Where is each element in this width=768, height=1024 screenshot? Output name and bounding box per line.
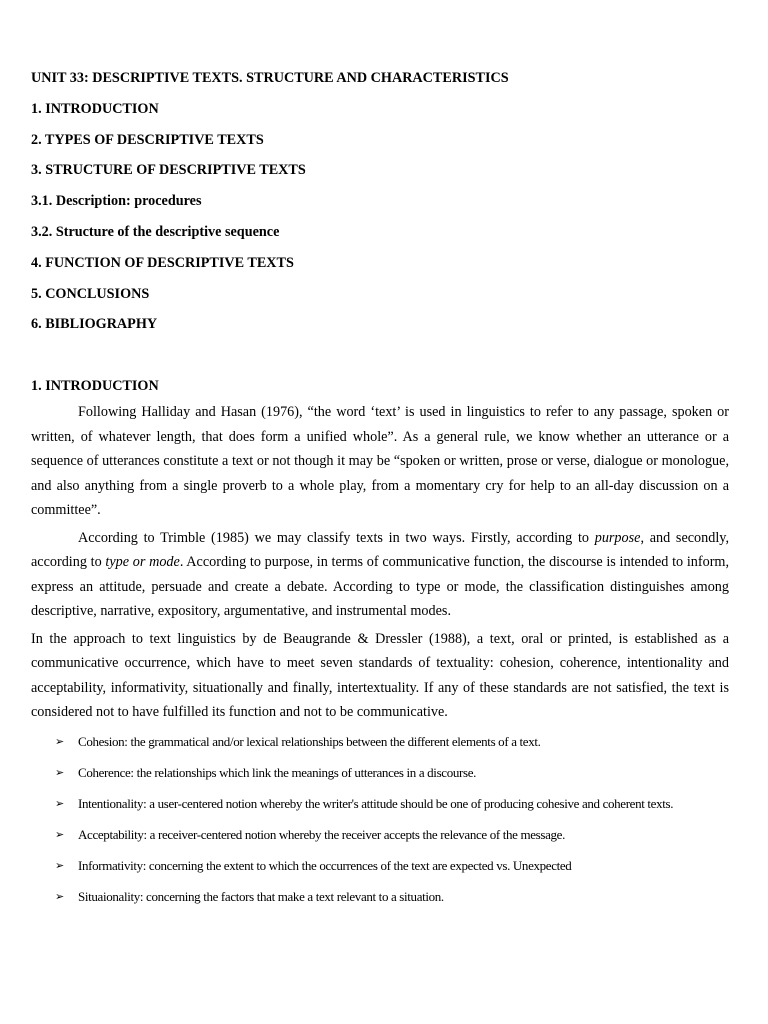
paragraph-trimble-text-1: According to Trimble (1985) we may classify texts in two ways. Firstly, according to: [78, 529, 595, 546]
toc-item-conclusions: 5. CONCLUSIONS: [31, 285, 150, 302]
paragraph-trimble-text-2: , and secondly, according to: [31, 529, 729, 571]
list-item: ➢ Coherence: the relationships which link the meanings of utterances in a discourse.: [31, 761, 729, 785]
toc-item-types: 2. TYPES OF DESCRIPTIVE TEXTS: [31, 131, 264, 148]
paragraph-trimble-text-3: . According to purpose, in terms of communicative function, the discourse is intended to inform, express an attitude, persuade and create a debate. According to type or mode, the classification distinguishes among descriptive, narrative, expository, argumentative, and instrumental modes.: [31, 554, 730, 620]
arrow-bullet-icon: ➢: [55, 734, 65, 748]
toc-item-structure: 3. STRUCTURE OF DESCRIPTIVE TEXTS: [31, 162, 306, 179]
toc-item-procedures: 3.1. Description: procedures: [31, 193, 202, 210]
arrow-bullet-icon: ➢: [55, 827, 65, 841]
list-item: ➢ Intentionality: a user-centered notion whereby the writer's attitude should be one of producing cohesive and coherent texts.: [31, 792, 729, 816]
paragraph-halliday: Following Halliday and Hasan (1976), “the word ‘text’ is used in linguistics to refer to any passage, spoken or written, of whatever length, that does form a unified whole”. As a general rule, we know whether an utterance or a sequence of utterances constitute a text or not though it may be “spoken or written, prose or verse, dialogue or monologue, and also anything from a single proverb to a whole play, from a momentary cry for help to an all-day discussion on a committee”.: [31, 404, 729, 519]
emphasis-type-or-mode: type or mode: [105, 554, 180, 571]
arrow-bullet-icon: ➢: [55, 858, 65, 872]
unit-title: UNIT 33: DESCRIPTIVE TEXTS. STRUCTURE AND CHARACTERISTICS: [31, 70, 509, 86]
textuality-standards-list: [31, 730, 729, 909]
arrow-bullet-icon: ➢: [55, 765, 65, 779]
paragraph-beaugrande: In the approach to text linguistics by de Beaugrande & Dressler (1988), a text, oral or printed, is established as a communicative occurrence, which have to meet seven standards of textuality: cohesion, coherence, intentionality and acceptability, informativity, situationally and finally, intertextuality. If any of these standards are not satisfied, the text is considered not to have fulfilled its function and not to be communicative.: [31, 630, 729, 721]
toc-item-bibliography: 6. BIBLIOGRAPHY: [31, 316, 158, 333]
paragraph-trimble: [31, 526, 729, 624]
arrow-bullet-icon: ➢: [55, 889, 65, 903]
toc-item-sequence: 3.2. Structure of the descriptive sequence: [31, 223, 280, 240]
list-item: ➢ Acceptability: a receiver-centered notion whereby the receiver accepts the relevance of the message.: [31, 823, 729, 847]
toc-item-introduction: 1. INTRODUCTION: [31, 100, 159, 117]
emphasis-purpose: purpose: [594, 529, 641, 546]
document-page: [31, 68, 729, 916]
list-item: ➢ Situaionality: concerning the factors that make a text relevant to a situation.: [31, 885, 729, 909]
arrow-bullet-icon: ➢: [55, 796, 65, 810]
table-of-contents: [31, 68, 729, 334]
toc-item-function: 4. FUNCTION OF DESCRIPTIVE TEXTS: [31, 254, 294, 271]
list-item: ➢ Informativity: concerning the extent to which the occurrences of the text are expected vs. Unexpected: [31, 854, 729, 878]
list-item: ➢ Cohesion: the grammatical and/or lexical relationships between the different elements of a text.: [31, 730, 729, 754]
section-heading: 1. INTRODUCTION: [31, 378, 159, 395]
